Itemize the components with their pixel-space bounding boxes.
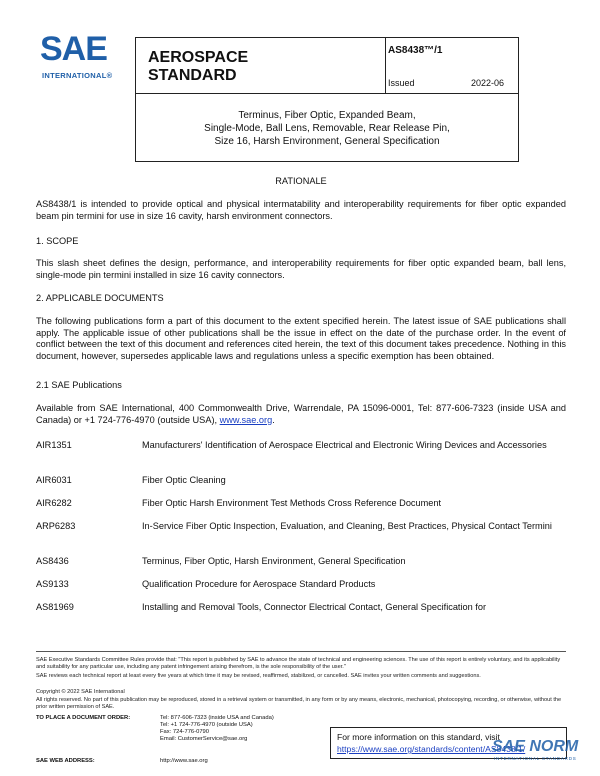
- order-label: TO PLACE A DOCUMENT ORDER:: [36, 715, 131, 721]
- logo-wordmark: SAE: [40, 30, 107, 68]
- footer-divider: [36, 651, 566, 652]
- order-tel-domestic: Tel: 877-606-7323 (inside USA and Canada): [160, 715, 274, 721]
- document-title-line3: Size 16, Harsh Environment, General Specification: [214, 136, 440, 147]
- reference-code: AS9133: [36, 579, 69, 589]
- reference-title: Terminus, Fiber Optic, Harsh Environment, General Specification: [142, 556, 406, 566]
- reference-code: ARP6283: [36, 521, 76, 531]
- rationale-heading: RATIONALE: [275, 176, 327, 186]
- scope-heading: 1. SCOPE: [36, 236, 79, 246]
- reference-title: In-Service Fiber Optic Inspection, Evaluation, and Cleaning, Best Practices, Physical Contact Termini: [142, 521, 552, 531]
- reference-code: AIR6282: [36, 498, 72, 508]
- document-title: [136, 109, 518, 148]
- issued-date: 2022-06: [471, 78, 505, 88]
- document-type: [148, 49, 248, 85]
- more-info-text: For more information on this standard, visit: [337, 732, 500, 742]
- watermark-text: SAE NORM: [492, 738, 579, 755]
- web-label: SAE WEB ADDRESS:: [36, 758, 95, 764]
- logo-subtext: INTERNATIONAL®: [42, 71, 113, 80]
- sae-website-link[interactable]: www.sae.org: [219, 414, 273, 425]
- reference-title: Fiber Optic Harsh Environment Test Methods Cross Reference Document: [142, 498, 442, 508]
- footer-rules: SAE Executive Standards Committee Rules provide that: "This report is published by SAE to advance the state of technical and engineering sciences. The use of this report is entirely voluntary, and its applicability and suitability for any particular use, including any patent infringement arising therefrom, is the sole responsibility of the user.": [36, 657, 561, 670]
- footer-review: SAE reviews each technical report at least every five years at which time it may be revised, reaffirmed, stabilized, or cancelled. SAE invites your written comments and suggestions.: [36, 673, 481, 679]
- sae-publications-text: [36, 403, 566, 426]
- sae-publications-end: .: [272, 414, 275, 425]
- reference-title: Manufacturers' Identification of Aerospace Electrical and Electronic Wiring Devices and Accessories: [142, 440, 547, 450]
- document-type-line1: AEROSPACE: [148, 49, 249, 66]
- rationale-text: AS8438/1 is intended to provide optical and physical intermatability and interoperability requirements for fiber optic expanded beam pin termini for use in size 16 cavity, harsh environment connectors.: [36, 199, 566, 221]
- footer-copyright: Copyright © 2022 SAE International: [36, 689, 125, 695]
- issued-label: Issued: [388, 78, 415, 88]
- document-title-box: [135, 93, 519, 162]
- applicable-text: The following publications form a part of this document to the extent specified herein. The latest issue of SAE publications shall apply. The applicable issue of other publications shall be the issue in effect on the date of the purchase order. In the event of conflict between the text of this document and references cited herein, the text of this document takes precedence. Nothing in this document, however, supersedes applicable laws and regulations unless a specific exemption has been obtained.: [36, 316, 566, 361]
- footer-rights: All rights reserved. No part of this publication may be reproduced, stored in a retrieval system or transmitted, in any form or by any means, electronic, mechanical, photocopying, recording, or otherwise, without the prior written permission of SAE.: [36, 697, 562, 710]
- standard-url-link[interactable]: https://www.sae.org/standards/content/AS8438/1/: [337, 744, 526, 754]
- document-title-line1: Terminus, Fiber Optic, Expanded Beam,: [238, 110, 416, 121]
- sae-logo: [36, 32, 126, 90]
- document-title-line2: Single-Mode, Ball Lens, Removable, Rear Release Pin,: [204, 123, 450, 134]
- watermark: [478, 738, 588, 768]
- reference-code: AS8436: [36, 556, 69, 566]
- document-header: [135, 37, 519, 94]
- order-email[interactable]: Email: CustomerService@sae.org: [160, 736, 248, 742]
- reference-code: AS81969: [36, 602, 74, 612]
- sae-publications-body: Available from SAE International, 400 Commonwealth Drive, Warrendale, PA 15096-0001, Tel: 877-606-7323 (inside USA and Canada) or +1 724-776-4970 (outside USA),: [36, 403, 566, 425]
- reference-title: Installing and Removal Tools, Connector Electrical Contact, General Specification for: [142, 602, 487, 612]
- order-fax: Fax: 724-776-0790: [160, 729, 209, 735]
- reference-title: Qualification Procedure for Aerospace Standard Products: [142, 579, 376, 589]
- sae-publications-heading: 2.1 SAE Publications: [36, 380, 122, 390]
- order-contacts: [160, 715, 274, 743]
- reference-title: Fiber Optic Cleaning: [142, 475, 226, 485]
- document-type-line2: STANDARD: [148, 67, 237, 84]
- scope-text: This slash sheet defines the design, performance, and interoperability requirements for fiber optic expanded beam, ball lens, single-mode pin termini installed in size 16 cavity connectors.: [36, 258, 566, 280]
- watermark-subtext: INTERNATIONAL STANDARDS: [494, 756, 577, 761]
- order-tel-international: Tel: +1 724-776-4970 (outside USA): [160, 722, 253, 728]
- web-address[interactable]: http://www.sae.org: [160, 758, 208, 764]
- reference-code: AIR6031: [36, 475, 72, 485]
- document-number: AS8438™/1: [388, 45, 443, 56]
- applicable-heading: 2. APPLICABLE DOCUMENTS: [36, 293, 164, 303]
- header-title-cell: [136, 38, 386, 93]
- reference-code: AIR1351: [36, 440, 72, 450]
